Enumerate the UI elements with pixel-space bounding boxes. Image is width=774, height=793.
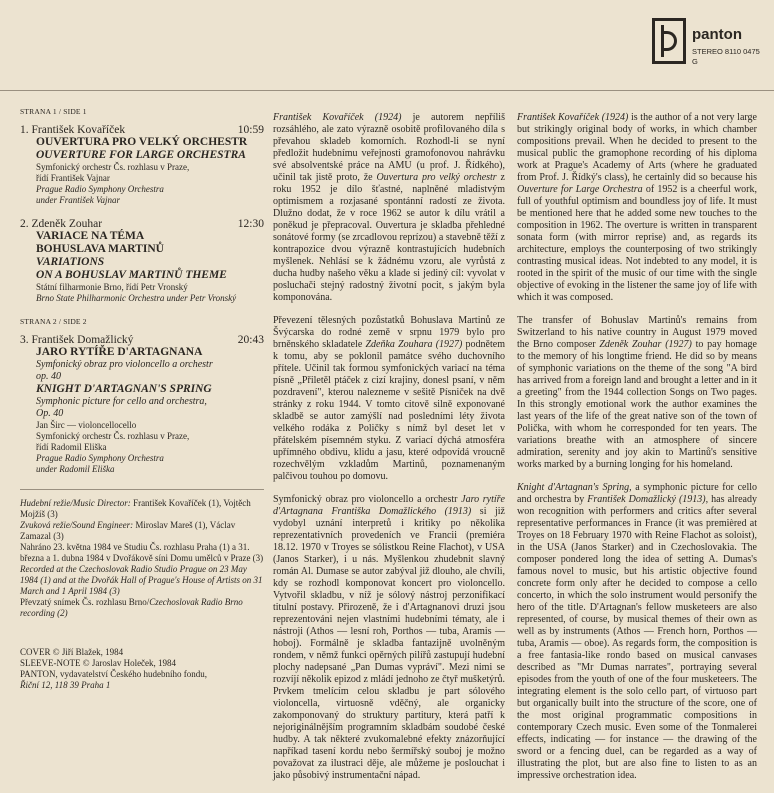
recording-info: Nahráno 23. května 1984 ve Studiu Čs. rozhlasu Praha (1) a 31. března a 1. dubna 1984 v Dvořákově síni Domu umělců v Praze (3)	[20, 542, 264, 563]
performer-line: řídí Radomil Eliška	[36, 442, 107, 452]
track-heading	[20, 334, 264, 346]
performer-line-en: under František Vajnar	[36, 195, 120, 205]
track-title: VARIACE NA TÉMA	[36, 230, 145, 242]
recording-info-en: Recorded at the Czechoslovak Radio Studio Prague on 23 May 1984 (1) and at the Dvořák Hall of Prague's House of Artists on 31 March and 1 April 1984 (3)	[20, 564, 263, 596]
note-paragraph: Symfonický obraz pro violoncello a orchestr Jaro rytíře d'Artagnana Františka Domažlického (1913) si již vydobyl uznání interpretů i kritiky po několika reprezentativních provedeních ve Francii (premiéra 18.12. 1970 v Troyes se sólistkou Reine Flachot), v USA (Janos Starker), i u nás. Myšlenkou zhudebnit slavný román Al. Dumase se autor zabýval již dlouho, ale chvíli, kdy se rozhodl komponovat koncert pro violoncello. Vytvořil skladbu, v níž je sólový nástroj perzonifikací titulní postavy. Přirozeně, že i d'Artagnanovi druzi jsou reprezentováni nejen vlastními hudebními tématy, ale i nástroji (Athos — lesní roh, Porthos — tuba, Aramis — hoboj). Formálně je skladba fantazijně uvolněným rondem, v němž funkci opěrných pilířů zastupují hudební plochy nadepsané „Pan Dumas vypráví". Mezi nimi se rozvíjí několik epizod z mládí jednoho ze čtyř mušketýrů. Prvkem tmelícím celou skladbu je part sólového violoncella, virtuosně vděčný, ale organicky zakomponovaný do struktury partitury, která patří k nejoriginálnějším programním skladbám soudobé české hudby. A tak některé zvukomalebné efekty znázorňující napříkad tasení kordu nebo šermířský souboj je možno považovat za ilustraci děje, ale můžeme je poslouchat i jako působivý instrumentační nápad.	[273, 494, 505, 781]
note-paragraph: František Kovaříček (1924) is the author of a not very large but strikingly original body of works, in which chamber compositions prevail. When he decided to present to the musical public the gramophone recording of his diploma work at Prague's Academy of Arts (where he graduated from Prof. J. Řídký's class), he certainly did so because his Ouverture for Large Orchestra of 1952 is a cheerful work, full of youthful optimism and boundless joy of life. It must be mentioned here that he added some new touches to the composition in 1962. The overture is written in transparent sonata form (with mirror reprise) and, as regards its architecture, employs the counterposing of two strikingly contrasting musical ideas. Not indebted to any model, it is rooted in the spirit of the music of our time with the single objective of evoking in the listener the same joy of life with which it was composed.	[517, 112, 757, 303]
side-label: STRANA 2 / SIDE 2	[20, 317, 87, 326]
sound-engineer-credit: Zvuková režie/Sound Engineer: Miroslav Mareš (1), Václav Zamazal (3)	[20, 520, 236, 541]
brand-name: panton	[692, 26, 742, 43]
performer-line: řídí František Vajnar	[36, 173, 110, 183]
performer-line: Symfonický orchestr Čs. rozhlasu v Praze,	[36, 162, 190, 172]
performer-line-en: Prague Radio Symphony Orchestra	[36, 184, 164, 194]
track-subtitle: op. 40	[36, 371, 61, 382]
side-label: STRANA 1 / SIDE 1	[20, 107, 87, 116]
cover-credit: COVER © Jiří Blažek, 1984	[20, 647, 124, 657]
track-duration: 12:30	[237, 218, 264, 230]
soloist-line: Jan Širc — violoncellocello	[36, 420, 137, 430]
performer-line: Symfonický orchestr Čs. rozhlasu v Praze,	[36, 431, 190, 441]
note-paragraph: Knight d'Artagnan's Spring, a symphonic picture for cello and orchestra by František Domažlický (1913), has already won recognition with performers and critics after several representative performances in France (it was premièred at Troyes on 18 February 1970 with Reine Flachot as soloist), in the USA (Janos Starker) and in Czechoslovakia. The composer pondered long the idea of setting A. Dumas's famous novel to music, but his artistic objective found concrete form only after he decided to compose a cello concerto, in which the solo instrument would personify the hero of the title. D'Artagnan's fellow musketeers are also represented, of course, by musical themes of their own as well as by instruments (Athos — French horn, Porthos — tuba, Aramis — oboe). As regards form, the composition is a free fantasia-like rondo based on musical canvases described as "Mr Dumas narrates", portraying several episodes from the youth of one of the four musketeers. The integrating element is the solo cello part, of virtuoso part but organically built into the structure of the score, one of the most original programmatic compositions in contemporary Czech music. Even some of the Tonmalerei effects, indicating — for instance — the drawing of the sword or a fencing duel, can be regarded as a way of illustrating the plot, but are also fine to listen to as an impressive orchestration idea.	[517, 482, 757, 781]
track-subtitle-en: Symphonic picture for cello and orchestra,	[36, 396, 207, 407]
track-composer: 1. František Kovaříček	[20, 124, 126, 136]
note-paragraph: The transfer of Bohuslav Martinů's remains from Switzerland to his native country in August 1979 moved the Brno composer Zdeněk Zouhar (1927) to pay homage to the memory of his longtime friend. He did so by means of symphonic variations on the theme of the song "A bird has arrived from a foreign land and brought a letter and in it a greeting" from the 1944 collection Songs on Two pages. In this strongly emotional work the author examines the last years of the life of the great native son of the town of Polička, with whom he corresponded for ten years. The variations breathe with an atmosphere of sincere admiration, serenity and joy akin to Martinů's sensitive works marked by a burning longing for his homeland.	[517, 315, 757, 470]
track-title-en: ON A BOHUSLAV MARTINŮ THEME	[36, 269, 227, 281]
track-title: BOHUSLAVA MARTINŮ	[36, 243, 164, 255]
panton-logo-icon	[652, 18, 686, 64]
track-title-en: VARIATIONS	[36, 256, 105, 268]
performer-line: Státní filharmonie Brno, řídí Petr Vronský	[36, 282, 188, 292]
note-paragraph: Převezení tělesných pozůstatků Bohuslava Martinů ze Švýcarska do rodné země v srpnu 1979 bylo pro brněnského skladatele Zdeňka Zouhara (1927) podnětem k tomu, aby se poklonil památce svého duchovního přítele. Učinil tak formou symfonických variací na téma písně „Přiletěl ptáček z cizí krajiny, donesl psaní, v něm pozdravení", kterou nalezneme v sešitě Písniček na dvě stránky z roku 1944. V tomto citově silně exponované skladbě se autor zamýšlí nad posledními léty života velkého rodáka z Poličky s nímž byl deset let v přátelském písemném styku. Z variací dýchá atmosféra upřímného obdivu, klidu a jasu, které odpovídá vroucně rozechvělým vzkladům Martinů, poznamenaným palčivou touhou po domovu.	[273, 315, 505, 482]
track-duration: 10:59	[237, 124, 264, 136]
catalog-suffix: G	[692, 57, 698, 66]
track-title-en: OUVERTURE FOR LARGE ORCHESTRA	[36, 149, 246, 161]
performer-line-en: under Radomil Eliška	[36, 464, 115, 474]
track-title: OUVERTURA PRO VELKÝ ORCHESTR	[36, 136, 248, 148]
performer-line-en: Prague Radio Symphony Orchestra	[36, 453, 164, 463]
transfer-info: Převzatý snímek Čs. rozhlasu Brno/Czechoslovak Radio Brno recording (2)	[20, 597, 243, 618]
track-heading	[20, 218, 264, 230]
sleeve-note-credit: SLEEVE-NOTE © Jaroslav Holeček, 1984	[20, 658, 177, 668]
note-paragraph: František Kovaříček (1924) je autorem nepříliš rozsáhlého, ale zato výrazně osobitě profilovaného díla s převahou skladeb komorních. Rozhodl-li se nyní předložit hudebnímu veřejnosti gramofonovou nahrávku své absolventské práce na AMU (u prof. J. Řídkého), učinil tak jistě proto, že Ouvertura pro velký orchestr z roku 1952 je dílo šťastné, naplněné mladistvým optimismem a rozjasané spontánní radostí ze života. Dlužno dodat, že v roce 1962 se autor k dílu vrátil a poněkud je přepracoval. Ouvertura je skladba přehledné sonátové formy (se zrcadlovou reprízou) a stavebně těží z kontrapozice dvou výrazně kontrastujících hudebních myšlenek. Nehlásí se k žádnému vzoru, ale vyrůstá z ducha hudby našeho věku a klade si jediný cíl: vyvolat v posluchači stejný radostný životní pocit, s jakým byla komponována.	[273, 112, 505, 303]
english-notes-column	[517, 112, 757, 793]
header-divider	[0, 90, 774, 91]
track-title-en: KNIGHT D'ARTAGNAN'S SPRING	[36, 383, 212, 395]
performer-line-en: Brno State Philharmonic Orchestra under Petr Vronský	[36, 293, 237, 303]
credits-block	[20, 498, 264, 619]
copyright-block	[20, 647, 264, 691]
credits-divider	[20, 489, 264, 490]
track-composer: 2. Zdeněk Zouhar	[20, 218, 103, 230]
track-duration: 20:43	[237, 334, 264, 346]
publisher-line: PANTON, vydavatelství Českého hudebního fondu,	[20, 669, 207, 679]
track-subtitle-en: Op. 40	[36, 408, 64, 419]
track-subtitle: Symfonický obraz pro violoncello a orchestr	[36, 359, 213, 370]
tracklist-column	[20, 106, 264, 691]
track-composer: 3. František Domažlický	[20, 334, 134, 346]
track-title: JARO RYTÍŘE D'ARTAGNANA	[36, 346, 203, 358]
czech-notes-column	[273, 112, 505, 793]
track-heading	[20, 124, 264, 136]
music-director-credit: Hudební režie/Music Director: František Kovaříček (1), Vojtěch Mojžíš (3)	[20, 498, 251, 519]
catalog-number: STEREO 8110 0475	[692, 47, 760, 56]
publisher-address: Řiční 12, 118 39 Praha 1	[20, 680, 111, 690]
